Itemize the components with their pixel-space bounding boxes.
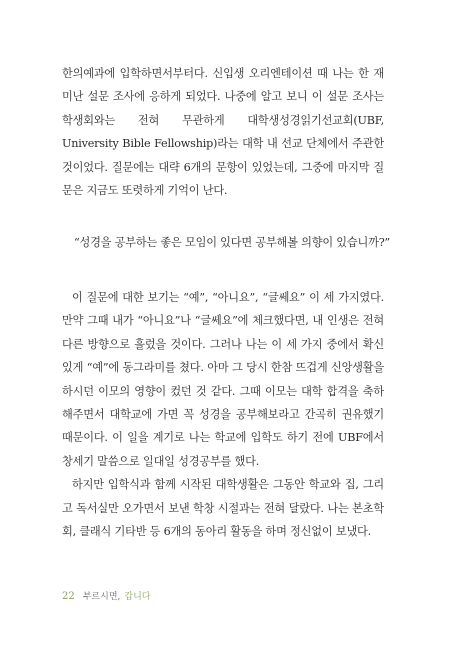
quoted-question: “성경을 공부하는 좋은 모임이 있다면 공부해볼 의향이 있습니까?” bbox=[73, 236, 391, 249]
running-title-accent: 갑니다 bbox=[124, 592, 151, 602]
body-paragraph-1 bbox=[62, 62, 384, 202]
body-paragraphs bbox=[62, 286, 384, 543]
page-number: 22 bbox=[62, 591, 75, 602]
running-title: 부르시면, bbox=[82, 592, 121, 602]
page-footer bbox=[62, 589, 150, 602]
body-paragraph-3: 하지만 입학식과 함께 시작된 대학생활은 그동안 학교와 집, 그리고 독서실만 오가면서 보낸 학창 시절과는 전혀 달랐다. 나는 본초학회, 클래식 기타반 등 6개의 동아리 활동을 하며 정신없이 보냈다. bbox=[62, 478, 384, 539]
body-paragraph-2: 이 질문에 대한 보기는 “예”, “아니요”, “글쎄요” 이 세 가지였다. 만약 그때 내가 “아니요”나 “글쎄요”에 체크했다면, 내 인생은 전혀 다른 방향으로 흘렀을 것이다. 그러나 나는 이 세 가지 중에서 확신 있게 “예”에 동그라미를 쳤다. 아마 그 당시 한참 뜨겁게 신앙생활을 하시던 이모의 영향이 컸던 것 같다. 그때 이모는 대학 합격을 축하해주면서 대학교에 가면 꼭 성경을 공부해보라고 간곡히 권유했기 때문이다. 이 일을 계기로 나는 학교에 입학도 하기 전에 UBF에서 창세기 말씀으로 일대일 성경공부를 했다. bbox=[62, 291, 384, 468]
paragraph-text: 한의예과에 입학하면서부터다. 신입생 오리엔테이션 때 나는 한 재미난 설문 조사에 응하게 되었다. 나중에 알고 보니 이 설문 조사는 학생회와는 전혀 무관하게 대학생성경읽기선교회(UBF, University Bible Fellowship)라는 대학 내 선교 단체에서 주관한 것이었다. 질문에는 대략 6개의 문항이 있었는데, 그중에 마지막 질문은 지금도 또렷하게 기억이 난다. bbox=[62, 67, 384, 198]
